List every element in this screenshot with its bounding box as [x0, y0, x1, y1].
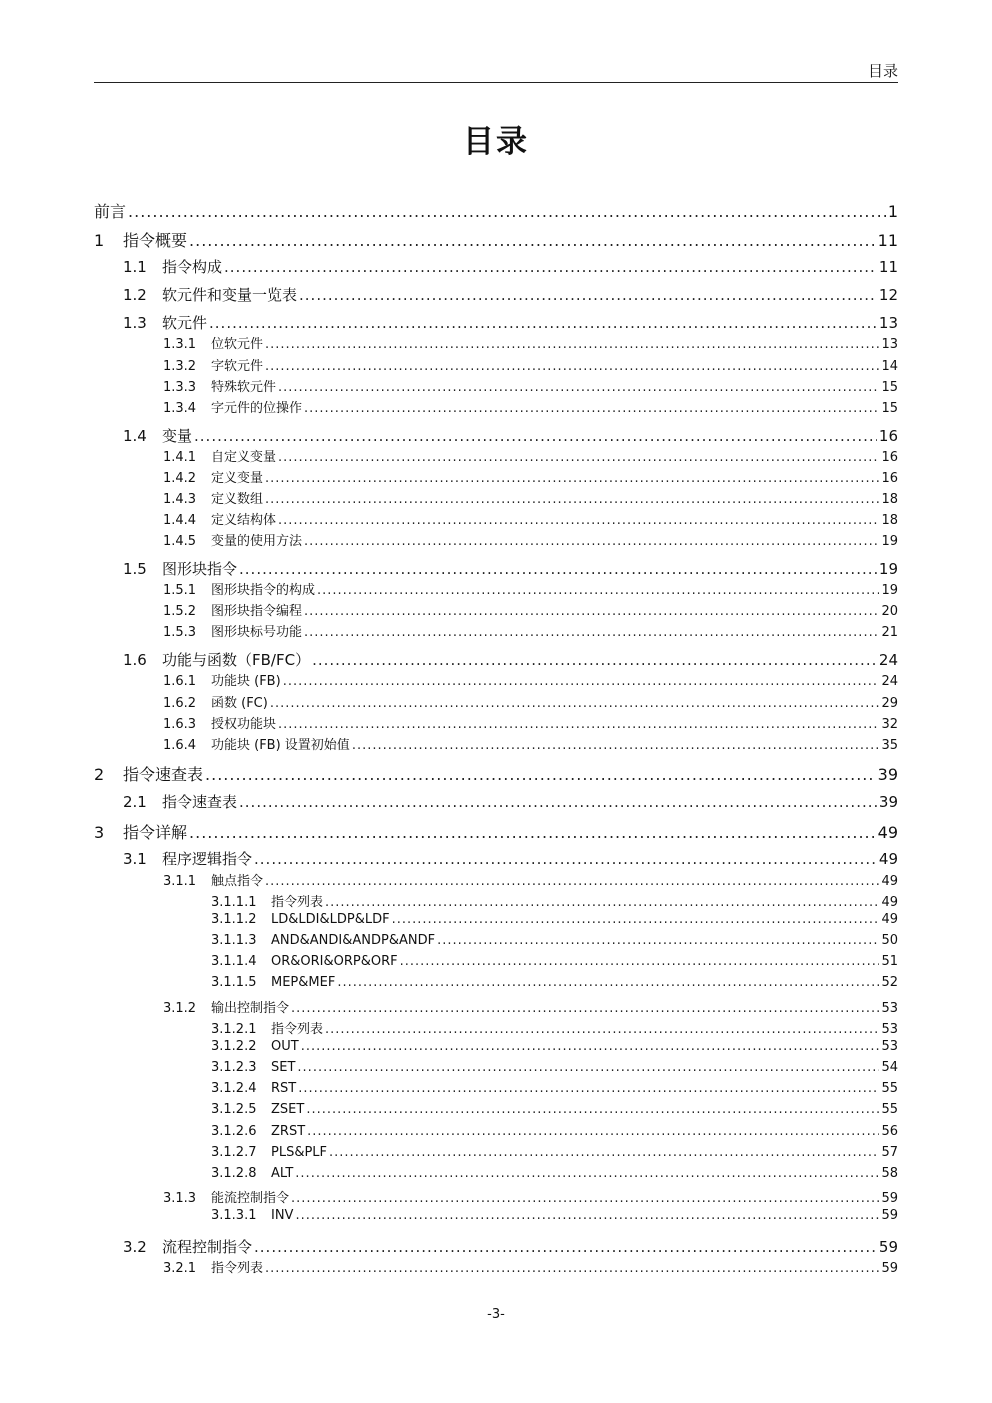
toc-entry[interactable] [94, 713, 898, 732]
toc-entry-page: 29 [881, 696, 898, 711]
toc-entry-number: 3.1 [123, 850, 147, 868]
toc-leader-dots [297, 1060, 879, 1075]
toc-entry-title: OUT [271, 1039, 299, 1054]
toc-leader-dots [278, 513, 879, 528]
toc-entry[interactable] [94, 376, 898, 395]
toc-entry-number: 3.1.2.2 [211, 1039, 257, 1054]
toc-entry-page: 59 [878, 1238, 898, 1256]
toc-entry-title: 授权功能块 [211, 717, 277, 732]
toc-entry[interactable] [94, 333, 898, 352]
toc-entry-page: 20 [881, 604, 898, 619]
toc-entry-number: 3.1.2.7 [211, 1145, 257, 1160]
toc-entry[interactable] [94, 1124, 898, 1139]
toc-leader-dots [278, 717, 879, 732]
toc-entry-title: RST [271, 1081, 297, 1096]
toc-entry-page: 16 [881, 471, 898, 486]
toc-leader-dots [239, 560, 877, 578]
toc-entry[interactable] [94, 256, 898, 277]
toc-entry-number: 1.6 [123, 651, 147, 669]
toc-leader-dots [265, 492, 879, 507]
page-header [94, 58, 898, 83]
toc-entry-page: 1 [887, 202, 898, 221]
toc-entry-number: 1.4.1 [163, 450, 197, 465]
toc-entry[interactable] [94, 530, 898, 549]
toc-entry-page: 50 [881, 933, 898, 948]
toc-leader-dots [209, 314, 877, 332]
toc-leader-dots [265, 337, 879, 352]
toc-entry-page: 39 [877, 765, 898, 784]
toc-entry[interactable] [94, 1102, 898, 1117]
toc-entry[interactable] [94, 1145, 898, 1160]
toc-entry[interactable] [94, 397, 898, 416]
toc-leader-dots [392, 912, 880, 927]
toc-entry-title: OR&ORI&ORP&ORF [271, 954, 398, 969]
toc-entry-number: 1.5.2 [163, 604, 197, 619]
toc-entry[interactable] [94, 228, 898, 251]
toc-leader-dots [189, 823, 876, 842]
toc-entry-number: 1.5.1 [163, 583, 197, 598]
toc-leader-dots [128, 202, 886, 221]
toc-entry-title: PLS&PLF [271, 1145, 328, 1160]
toc-entry-number: 1.3.2 [163, 359, 197, 374]
toc-entry-page: 18 [881, 513, 898, 528]
toc-entry-title: 触点指令 [211, 874, 264, 889]
toc-entry-title: 图形块指令 [162, 560, 238, 578]
toc-entry-number: 1.6.3 [163, 717, 197, 732]
toc-entry-page: 16 [878, 427, 898, 445]
toc-entry[interactable] [94, 467, 898, 486]
toc-entry-number: 3.1.2.4 [211, 1081, 257, 1096]
toc-entry-page: 59 [881, 1191, 898, 1206]
page-title: 目录 [463, 124, 529, 160]
toc-entry-title: 指令速查表 [123, 765, 204, 784]
toc-entry-number: 1.2 [123, 286, 147, 304]
toc-leader-dots [325, 1022, 879, 1037]
toc-leader-dots [265, 471, 879, 486]
toc-entry[interactable] [94, 820, 898, 843]
toc-entry[interactable] [94, 933, 898, 948]
toc-entry-number: 1.3.4 [163, 401, 197, 416]
toc-entry-title: 输出控制指令 [211, 1001, 290, 1016]
toc-entry-title: 软元件和变量一览表 [162, 286, 298, 304]
toc-entry-number: 1.5 [123, 560, 147, 578]
toc-entry-page: 11 [878, 258, 898, 276]
toc-entry[interactable] [94, 912, 898, 927]
toc-entry-page: 53 [881, 1022, 898, 1037]
toc-entry[interactable] [94, 446, 898, 465]
toc-entry[interactable] [94, 1081, 898, 1096]
toc-entry-title: 函数 (FC) [211, 696, 268, 711]
toc-entry-number: 3.1.2.6 [211, 1124, 257, 1139]
toc-leader-dots [254, 850, 877, 868]
toc-entry[interactable] [94, 692, 898, 711]
toc-leader-dots [304, 401, 879, 416]
toc-entry[interactable] [94, 509, 898, 528]
toc-entry-number: 1.4 [123, 427, 147, 445]
toc-entry[interactable] [94, 734, 898, 753]
toc-leader-dots [317, 583, 879, 598]
toc-entry-title: ZSET [271, 1102, 305, 1117]
toc-entry-page: 55 [881, 1081, 898, 1096]
toc-entry-page: 52 [881, 975, 898, 990]
toc-entry-number: 3.1.1.3 [211, 933, 257, 948]
toc-entry-title: 定义数组 [211, 492, 264, 507]
toc-entry-title: 定义变量 [211, 471, 264, 486]
toc-entry-number: 3.2 [123, 1238, 147, 1256]
toc-entry-number: 3.1.1.1 [211, 895, 257, 910]
toc-leader-dots [205, 765, 876, 784]
toc-entry[interactable] [94, 649, 898, 670]
toc-entry-title: 变量的使用方法 [211, 534, 303, 549]
toc-entry[interactable] [94, 425, 898, 446]
toc-entry-title: 流程控制指令 [162, 1238, 253, 1256]
page-number: -3- [487, 1307, 505, 1322]
toc-entry-number: 1.1 [123, 258, 147, 276]
toc-entry[interactable] [94, 762, 898, 785]
toc-entry-title: 图形块指令的构成 [211, 583, 316, 598]
toc-entry-title: 指令构成 [162, 258, 223, 276]
toc-entry-title: 字元件的位操作 [211, 401, 303, 416]
toc-leader-dots [189, 231, 876, 250]
toc-entry-page: 49 [878, 850, 898, 868]
toc-entry-number: 1.3.3 [163, 380, 197, 395]
toc-entry[interactable] [94, 791, 898, 812]
toc-entry-page: 59 [881, 1208, 898, 1223]
toc-leader-dots [295, 1208, 879, 1223]
toc-entry-title: 软元件 [162, 314, 208, 332]
toc-leader-dots [265, 1261, 879, 1276]
toc-leader-dots [304, 625, 879, 640]
toc-entry-title: 指令列表 [271, 1022, 324, 1037]
toc-entry[interactable] [94, 848, 898, 869]
toc-entry-title: 图形块标号功能 [211, 625, 303, 640]
toc-entry-page: 14 [881, 359, 898, 374]
toc-entry-page: 21 [881, 625, 898, 640]
toc-entry[interactable] [94, 975, 898, 990]
toc-entry-page: 49 [881, 874, 898, 889]
toc-entry-number: 3.1.2 [163, 1001, 197, 1016]
toc-entry[interactable] [94, 870, 898, 889]
toc-leader-dots [325, 895, 879, 910]
toc-entry-number: 1.4.5 [163, 534, 197, 549]
toc-entry-title: AND&ANDI&ANDP&ANDF [271, 933, 436, 948]
toc-entry-page: 53 [881, 1001, 898, 1016]
toc-leader-dots [312, 651, 877, 669]
toc-entry-page: 19 [878, 560, 898, 578]
toc-entry-number: 1.3 [123, 314, 147, 332]
toc-entry-number: 1.3.1 [163, 337, 197, 352]
toc-leader-dots [337, 975, 879, 990]
toc-entry-number: 3.2.1 [163, 1261, 197, 1276]
toc-entry[interactable] [94, 579, 898, 598]
toc-entry-number: 1 [94, 231, 105, 250]
toc-entry-page: 18 [881, 492, 898, 507]
toc-entry-title: 字软元件 [211, 359, 264, 374]
toc-entry-page: 13 [878, 314, 898, 332]
toc-entry-number: 3.1.2.5 [211, 1102, 257, 1117]
toc-entry-number: 1.6.2 [163, 696, 197, 711]
toc-entry-title: LD&LDI&LDP&LDF [271, 912, 390, 927]
toc-entry-title: 指令列表 [211, 1261, 264, 1276]
toc-leader-dots [194, 427, 877, 445]
toc-leader-dots [301, 1039, 880, 1054]
toc-entry-number: 3.1.2.3 [211, 1060, 257, 1075]
toc-entry-page: 51 [881, 954, 898, 969]
toc-entry-number: 3.1.1.2 [211, 912, 257, 927]
toc-entry-page: 57 [881, 1145, 898, 1160]
toc-entry-title: 程序逻辑指令 [162, 850, 253, 868]
toc-entry-page: 19 [881, 583, 898, 598]
toc-entry-title: MEP&MEF [271, 975, 336, 990]
toc-entry-page: 58 [881, 1166, 898, 1181]
toc-leader-dots [304, 534, 879, 549]
toc-entry-page: 59 [881, 1261, 898, 1276]
toc-entry[interactable] [94, 891, 898, 910]
toc-entry-title: 位软元件 [211, 337, 264, 352]
toc-entry-page: 11 [877, 231, 898, 250]
toc-entry[interactable] [94, 199, 898, 222]
toc-entry-title: 指令详解 [123, 823, 188, 842]
toc-entry-number: 3.1.2.1 [211, 1022, 257, 1037]
toc-entry-number: 3.1.1.4 [211, 954, 257, 969]
toc-entry-page: 49 [877, 823, 898, 842]
toc-entry-title: ZRST [271, 1124, 306, 1139]
toc-entry-title: 功能与函数（FB/FC） [162, 651, 311, 669]
toc-entry-page: 35 [881, 738, 898, 753]
toc-entry-page: 24 [878, 651, 898, 669]
toc-entry-number: 3.1.1.5 [211, 975, 257, 990]
toc-leader-dots [278, 450, 879, 465]
toc-entry-title: 变量 [162, 427, 193, 445]
toc-entry-page: 15 [881, 380, 898, 395]
toc-entry[interactable] [94, 621, 898, 640]
toc-entry-number: 1.4.4 [163, 513, 197, 528]
toc-entry-page: 55 [881, 1102, 898, 1117]
toc-entry-title: 自定义变量 [211, 450, 277, 465]
toc-entry-number: 3 [94, 823, 105, 842]
toc-entry-number: 1.6.1 [163, 674, 197, 689]
toc-entry[interactable] [94, 355, 898, 374]
toc-leader-dots [299, 286, 877, 304]
toc-leader-dots [291, 1001, 879, 1016]
toc-entry[interactable] [94, 954, 898, 969]
toc-entry[interactable] [94, 1236, 898, 1257]
toc-leader-dots [400, 954, 880, 969]
toc-leader-dots [224, 258, 877, 276]
toc-entry[interactable] [94, 997, 898, 1016]
toc-entry-page: 15 [881, 401, 898, 416]
toc-entry-title: 定义结构体 [211, 513, 277, 528]
toc-entry-page: 24 [881, 674, 898, 689]
toc-entry-number: 2.1 [123, 793, 147, 811]
toc-entry-number: 1.6.4 [163, 738, 197, 753]
toc-entry-number: 3.1.3.1 [211, 1208, 257, 1223]
toc-leader-dots [307, 1124, 879, 1139]
toc-entry[interactable] [94, 558, 898, 579]
toc-leader-dots [298, 1081, 879, 1096]
toc-leader-dots [306, 1102, 879, 1117]
toc-leader-dots [283, 674, 880, 689]
toc-entry[interactable] [94, 488, 898, 507]
toc-leader-dots [270, 696, 880, 711]
toc-entry-title: INV [271, 1208, 294, 1223]
toc-leader-dots [254, 1238, 877, 1256]
toc-entry-title: 指令概要 [123, 231, 188, 250]
toc-entry-title: 能流控制指令 [211, 1191, 290, 1206]
toc-entry-title: 功能块 (FB) 设置初始值 [211, 738, 350, 753]
toc-entry-title: SET [271, 1060, 296, 1075]
toc-entry-title: 指令速查表 [162, 793, 238, 811]
toc-entry-page: 32 [881, 717, 898, 732]
toc-leader-dots [239, 793, 877, 811]
toc-entry-page: 53 [881, 1039, 898, 1054]
toc-entry[interactable] [94, 1018, 898, 1037]
toc-entry-title: 图形块指令编程 [211, 604, 303, 619]
toc-entry-number: 1.5.3 [163, 625, 197, 640]
toc-entry[interactable] [94, 670, 898, 689]
toc-entry[interactable] [94, 284, 898, 305]
toc-entry-title: ALT [271, 1166, 294, 1181]
toc-entry-page: 54 [881, 1060, 898, 1075]
toc-entry-number: 3.1.1 [163, 874, 197, 889]
toc-entry-number: 1.4.2 [163, 471, 197, 486]
toc-entry[interactable] [94, 1187, 898, 1206]
toc-leader-dots [265, 359, 879, 374]
toc-entry[interactable] [94, 1039, 898, 1054]
toc-leader-dots [265, 874, 879, 889]
toc-leader-dots [291, 1191, 879, 1206]
toc-leader-dots [329, 1145, 879, 1160]
toc-entry-page: 49 [881, 895, 898, 910]
toc-entry[interactable] [94, 1166, 898, 1181]
toc-entry-page: 49 [881, 912, 898, 927]
toc-entry-title: 指令列表 [271, 895, 324, 910]
toc-leader-dots [352, 738, 880, 753]
toc-entry-title: 特殊软元件 [211, 380, 277, 395]
toc-entry-number: 3.1.3 [163, 1191, 197, 1206]
toc-entry-page: 56 [881, 1124, 898, 1139]
toc-entry-number: 3.1.2.8 [211, 1166, 257, 1181]
toc-entry[interactable] [94, 600, 898, 619]
toc-entry-page: 19 [881, 534, 898, 549]
toc-entry-page: 13 [881, 337, 898, 352]
toc-entry[interactable] [94, 312, 898, 333]
toc-leader-dots [278, 380, 879, 395]
toc-entry-page: 16 [881, 450, 898, 465]
toc-entry-number: 2 [94, 765, 105, 784]
header-label: 目录 [867, 62, 898, 80]
toc-entry[interactable] [94, 1208, 898, 1223]
toc-leader-dots [304, 604, 879, 619]
toc-leader-dots [437, 933, 879, 948]
toc-entry-number: 1.4.3 [163, 492, 197, 507]
toc-entry[interactable] [94, 1257, 898, 1276]
toc-entry-page: 39 [878, 793, 898, 811]
toc-entry-title: 功能块 (FB) [211, 674, 281, 689]
toc-entry[interactable] [94, 1060, 898, 1075]
toc-entry-title: 前言 [94, 202, 127, 221]
toc-leader-dots [295, 1166, 879, 1181]
toc-entry-page: 12 [878, 286, 898, 304]
